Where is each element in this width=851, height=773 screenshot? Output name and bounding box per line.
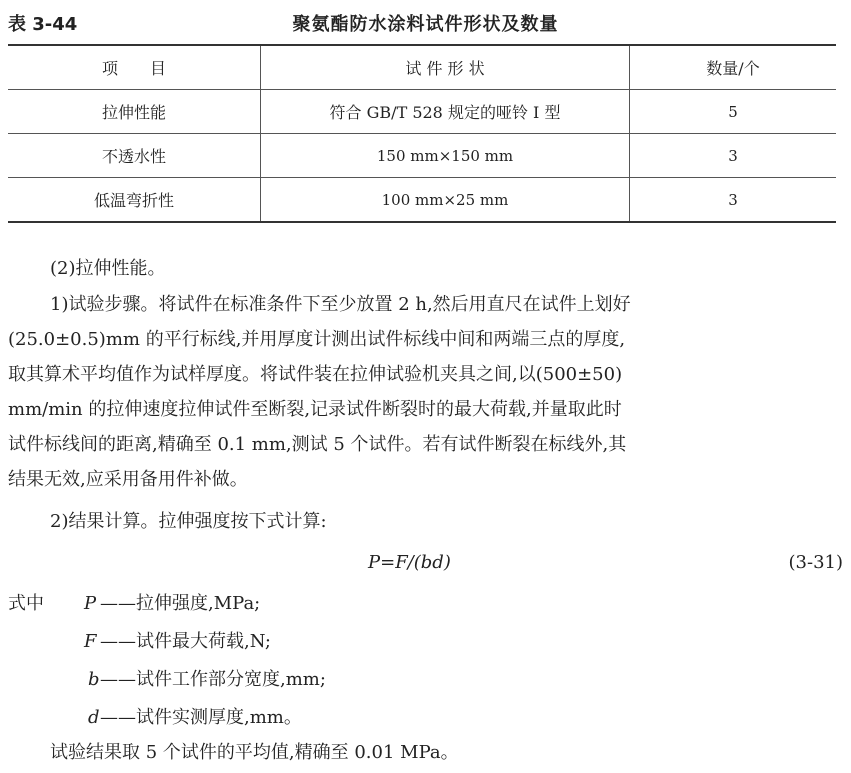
paragraph-line: 取其算术平均值作为试样厚度。将试件装在拉伸试验机夹具之间,以(500±50) xyxy=(8,364,623,385)
section-heading: (2)拉伸性能。 xyxy=(50,258,166,279)
where-label: 式中 xyxy=(8,593,44,614)
variable-row xyxy=(8,701,843,735)
table-row xyxy=(8,134,836,178)
table-header-row xyxy=(8,45,836,90)
table-cell: 3 xyxy=(630,134,837,178)
variable-row xyxy=(8,625,843,659)
table-cell: 100 mm×25 mm xyxy=(261,178,630,223)
paragraph-line: 试件标线间的距离,精确至 0.1 mm,测试 5 个试件。若有试件断裂在标线外,其 xyxy=(8,434,627,455)
variable-desc: ——试件实测厚度,mm。 xyxy=(100,707,302,728)
table-caption xyxy=(0,4,851,40)
equation xyxy=(8,546,843,580)
conclusion: 试验结果取 5 个试件的平均值,精确至 0.01 MPa。 xyxy=(50,742,459,763)
header-quantity: 数量/个 xyxy=(630,45,837,90)
table-title: 聚氨酯防水涂料试件形状及数量 xyxy=(292,14,559,35)
variable-row xyxy=(8,663,843,697)
header-item: 项 目 xyxy=(101,59,166,78)
table-cell: 拉伸性能 xyxy=(8,90,261,134)
variable-desc: ——试件最大荷载,N; xyxy=(100,631,271,652)
table-cell: 符合 GB/T 528 规定的哑铃 I 型 xyxy=(261,90,630,134)
paragraph-line: 结果无效,应采用备用件补做。 xyxy=(8,469,248,490)
equation-number: (3-31) xyxy=(788,552,843,573)
variable-symbol: d xyxy=(88,707,100,728)
table-cell: 不透水性 xyxy=(8,134,261,178)
table-cell: 3 xyxy=(630,178,837,223)
table-cell: 5 xyxy=(630,90,837,134)
table-cell: 低温弯折性 xyxy=(8,178,261,223)
variable-desc: ——试件工作部分宽度,mm; xyxy=(100,669,326,690)
table-row xyxy=(8,178,836,223)
specimen-table xyxy=(8,44,836,223)
header-shape: 试 件 形 状 xyxy=(261,45,630,90)
table-cell: 150 mm×150 mm xyxy=(261,134,630,178)
equation-formula: P=F/(bd) xyxy=(368,552,451,573)
variable-row xyxy=(8,587,843,621)
paragraph-line: mm/min 的拉伸速度拉伸试件至断裂,记录试件断裂时的最大荷载,并量取此时 xyxy=(8,399,622,420)
paragraph-line: 2)结果计算。拉伸强度按下式计算: xyxy=(50,511,327,532)
paragraph-line: (25.0±0.5)mm 的平行标线,并用厚度计测出试件标线中间和两端三点的厚度, xyxy=(8,329,626,350)
variable-symbol: b xyxy=(88,669,100,690)
variable-symbol: F xyxy=(84,631,97,652)
variable-desc: ——拉伸强度,MPa; xyxy=(100,593,261,614)
paragraph-line: 1)试验步骤。将试件在标准条件下至少放置 2 h,然后用直尺在试件上划好 xyxy=(50,294,631,315)
table-number: 表 3-44 xyxy=(8,14,78,35)
table-row xyxy=(8,90,836,134)
variable-symbol: P xyxy=(84,593,97,614)
